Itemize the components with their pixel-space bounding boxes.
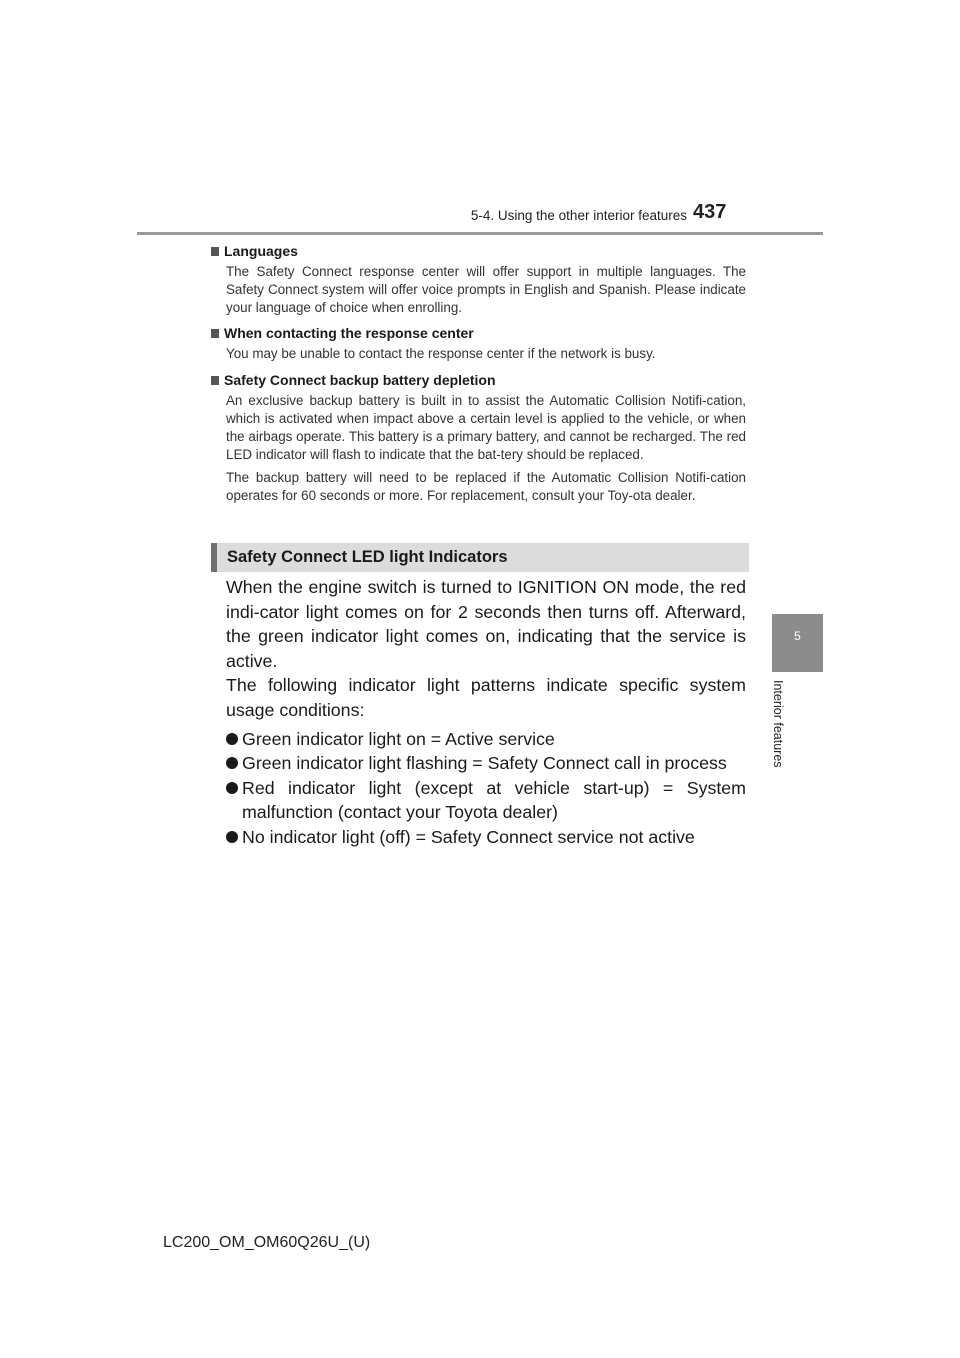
list-item: Red indicator light (except at vehicle start-up) = System malfunction (contact your Toyota dealer) <box>226 776 746 825</box>
indicator-list <box>226 727 746 850</box>
chapter-number: 5 <box>794 629 801 643</box>
bullet-dot-icon <box>226 733 238 745</box>
page-number: 437 <box>693 201 727 223</box>
document-code: LC200_OM_OM60Q26U_(U) <box>163 1234 371 1251</box>
square-bullet-icon <box>211 376 219 385</box>
note-paragraph: An exclusive backup battery is built in to assist the Automatic Collision Notifi-cation, which is activated when impact above a certain level is applied to the vehicle, or when the airbags operate. This battery is a primary battery, and cannot be recharged. The red LED indicator will flash to indicate that the bat-tery should be replaced. <box>226 393 746 462</box>
section-banner <box>211 543 749 572</box>
header-divider <box>137 232 823 235</box>
main-body <box>226 575 746 850</box>
notes-section <box>211 242 746 505</box>
note-heading-languages: Languages <box>211 242 746 261</box>
bullet-dot-icon <box>226 782 238 794</box>
banner-title: Safety Connect LED light Indicators <box>227 548 508 566</box>
page-header <box>0 0 960 240</box>
note-heading-battery: Safety Connect backup battery depletion <box>211 371 746 390</box>
note-paragraph: You may be unable to contact the response center if the network is busy. <box>226 346 656 362</box>
note-heading-contacting: When contacting the response center <box>211 324 746 343</box>
chapter-label: Interior features <box>771 680 785 768</box>
square-bullet-icon <box>211 247 219 256</box>
body-paragraph: The following indicator light patterns indicate specific system usage conditions: <box>226 675 746 720</box>
section-title: 5-4. Using the other interior features <box>470 208 687 223</box>
body-paragraph: When the engine switch is turned to IGNITION ON mode, the red indi-cator light comes on for 2 seconds then turns off. Afterward, the green indicator light comes on, indicating that the service is active. <box>226 577 746 671</box>
note-paragraph: The backup battery will need to be replaced if the Automatic Collision Notifi-cation operates for 60 seconds or more. For replacement, consult your Toy-ota dealer. <box>226 470 746 504</box>
square-bullet-icon <box>211 329 219 338</box>
list-item: Green indicator light flashing = Safety Connect call in process <box>226 751 746 776</box>
chapter-tab <box>772 614 823 672</box>
list-item: Green indicator light on = Active service <box>226 727 746 752</box>
bullet-dot-icon <box>226 831 238 843</box>
bullet-dot-icon <box>226 757 238 769</box>
note-paragraph: The Safety Connect response center will offer support in multiple languages. The Safety Connect system will offer voice prompts in English and Spanish. Please indicate your language of choice when enrolling. <box>226 264 746 315</box>
chapter-label-container <box>765 680 795 790</box>
list-item: No indicator light (off) = Safety Connect service not active <box>226 825 746 850</box>
